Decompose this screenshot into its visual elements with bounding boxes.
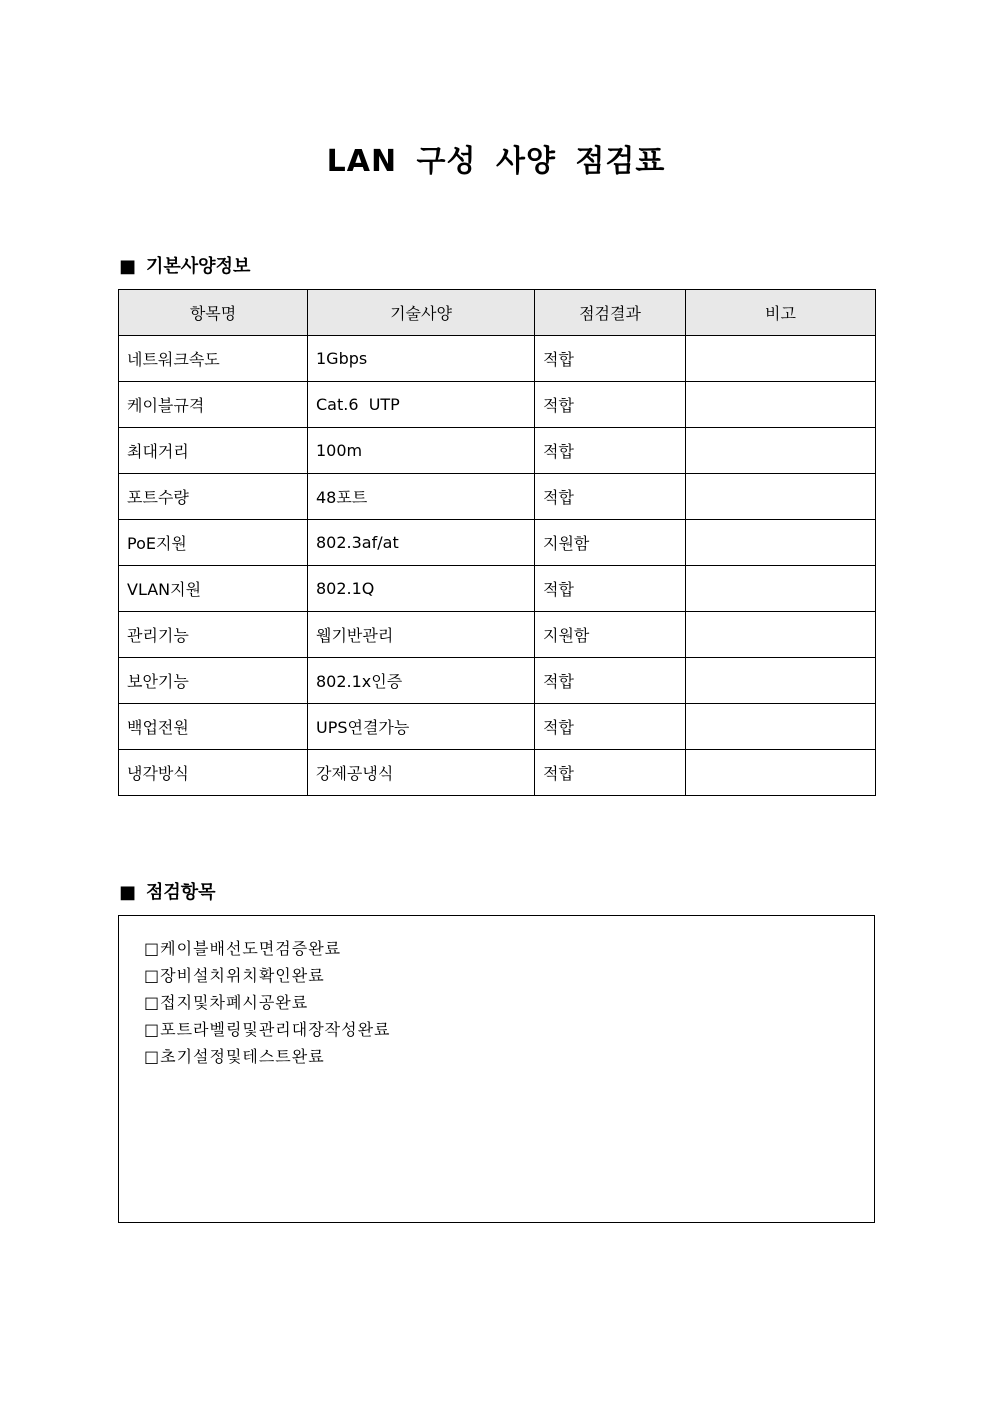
spec-cell: 웹기반관리	[308, 612, 535, 658]
result-cell: 지원함	[535, 612, 686, 658]
check-items-box	[118, 915, 875, 1223]
note-cell	[686, 704, 876, 750]
column-header-result: 점검결과	[535, 290, 686, 336]
result-cell: 적합	[535, 336, 686, 382]
result-cell: 적합	[535, 658, 686, 704]
check-item[interactable]: □초기설정및테스트완료	[144, 1047, 325, 1066]
column-header-item: 항목명	[119, 290, 308, 336]
spec-cell: 802.1x인증	[308, 658, 535, 704]
square-bullet-icon: ■	[119, 256, 137, 277]
item-cell: 냉각방식	[119, 750, 308, 796]
result-cell: 적합	[535, 750, 686, 796]
item-cell: 보안기능	[119, 658, 308, 704]
item-cell: 포트수량	[119, 474, 308, 520]
check-item[interactable]: □포트라벨링및관리대장작성완료	[144, 1020, 391, 1039]
item-cell: PoE지원	[119, 520, 308, 566]
item-cell: VLAN지원	[119, 566, 308, 612]
table-row	[119, 704, 876, 750]
note-cell	[686, 474, 876, 520]
item-cell: 최대거리	[119, 428, 308, 474]
table-row	[119, 520, 876, 566]
note-cell	[686, 428, 876, 474]
result-cell: 적합	[535, 566, 686, 612]
table-row	[119, 382, 876, 428]
check-item[interactable]: □장비설치위치확인완료	[144, 966, 325, 985]
result-cell: 적합	[535, 704, 686, 750]
table-row	[119, 336, 876, 382]
note-cell	[686, 750, 876, 796]
spec-cell: 802.1Q	[308, 566, 535, 612]
table-row	[119, 428, 876, 474]
spec-cell: 강제공냉식	[308, 750, 535, 796]
spec-table	[118, 289, 876, 796]
table-row	[119, 750, 876, 796]
spec-cell: Cat.6 UTP	[308, 382, 535, 428]
note-cell	[686, 566, 876, 612]
page-title: LAN 구성 사양 점검표	[326, 144, 666, 179]
check-section-title: 점검항목	[146, 882, 216, 903]
column-header-spec: 기술사양	[308, 290, 535, 336]
check-section-heading	[119, 878, 216, 904]
table-row	[119, 658, 876, 704]
note-cell	[686, 658, 876, 704]
note-cell	[686, 520, 876, 566]
item-cell: 관리기능	[119, 612, 308, 658]
check-item[interactable]: □접지및차폐시공완료	[144, 993, 309, 1012]
spec-cell: 48포트	[308, 474, 535, 520]
table-row	[119, 474, 876, 520]
result-cell: 적합	[535, 428, 686, 474]
spec-section-heading	[119, 252, 250, 278]
item-cell: 케이블규격	[119, 382, 308, 428]
spec-cell: 1Gbps	[308, 336, 535, 382]
table-header-row	[119, 290, 876, 336]
result-cell: 적합	[535, 382, 686, 428]
result-cell: 지원함	[535, 520, 686, 566]
column-header-note: 비고	[686, 290, 876, 336]
spec-cell: 802.3af/at	[308, 520, 535, 566]
item-cell: 네트워크속도	[119, 336, 308, 382]
item-cell: 백업전원	[119, 704, 308, 750]
result-cell: 적합	[535, 474, 686, 520]
square-bullet-icon: ■	[119, 882, 137, 903]
note-cell	[686, 336, 876, 382]
note-cell	[686, 612, 876, 658]
spec-section-title: 기본사양정보	[146, 256, 251, 277]
spec-cell: UPS연결가능	[308, 704, 535, 750]
check-item[interactable]: □케이블배선도면검증완료	[144, 939, 342, 958]
table-row	[119, 566, 876, 612]
note-cell	[686, 382, 876, 428]
table-row	[119, 612, 876, 658]
spec-cell: 100m	[308, 428, 535, 474]
